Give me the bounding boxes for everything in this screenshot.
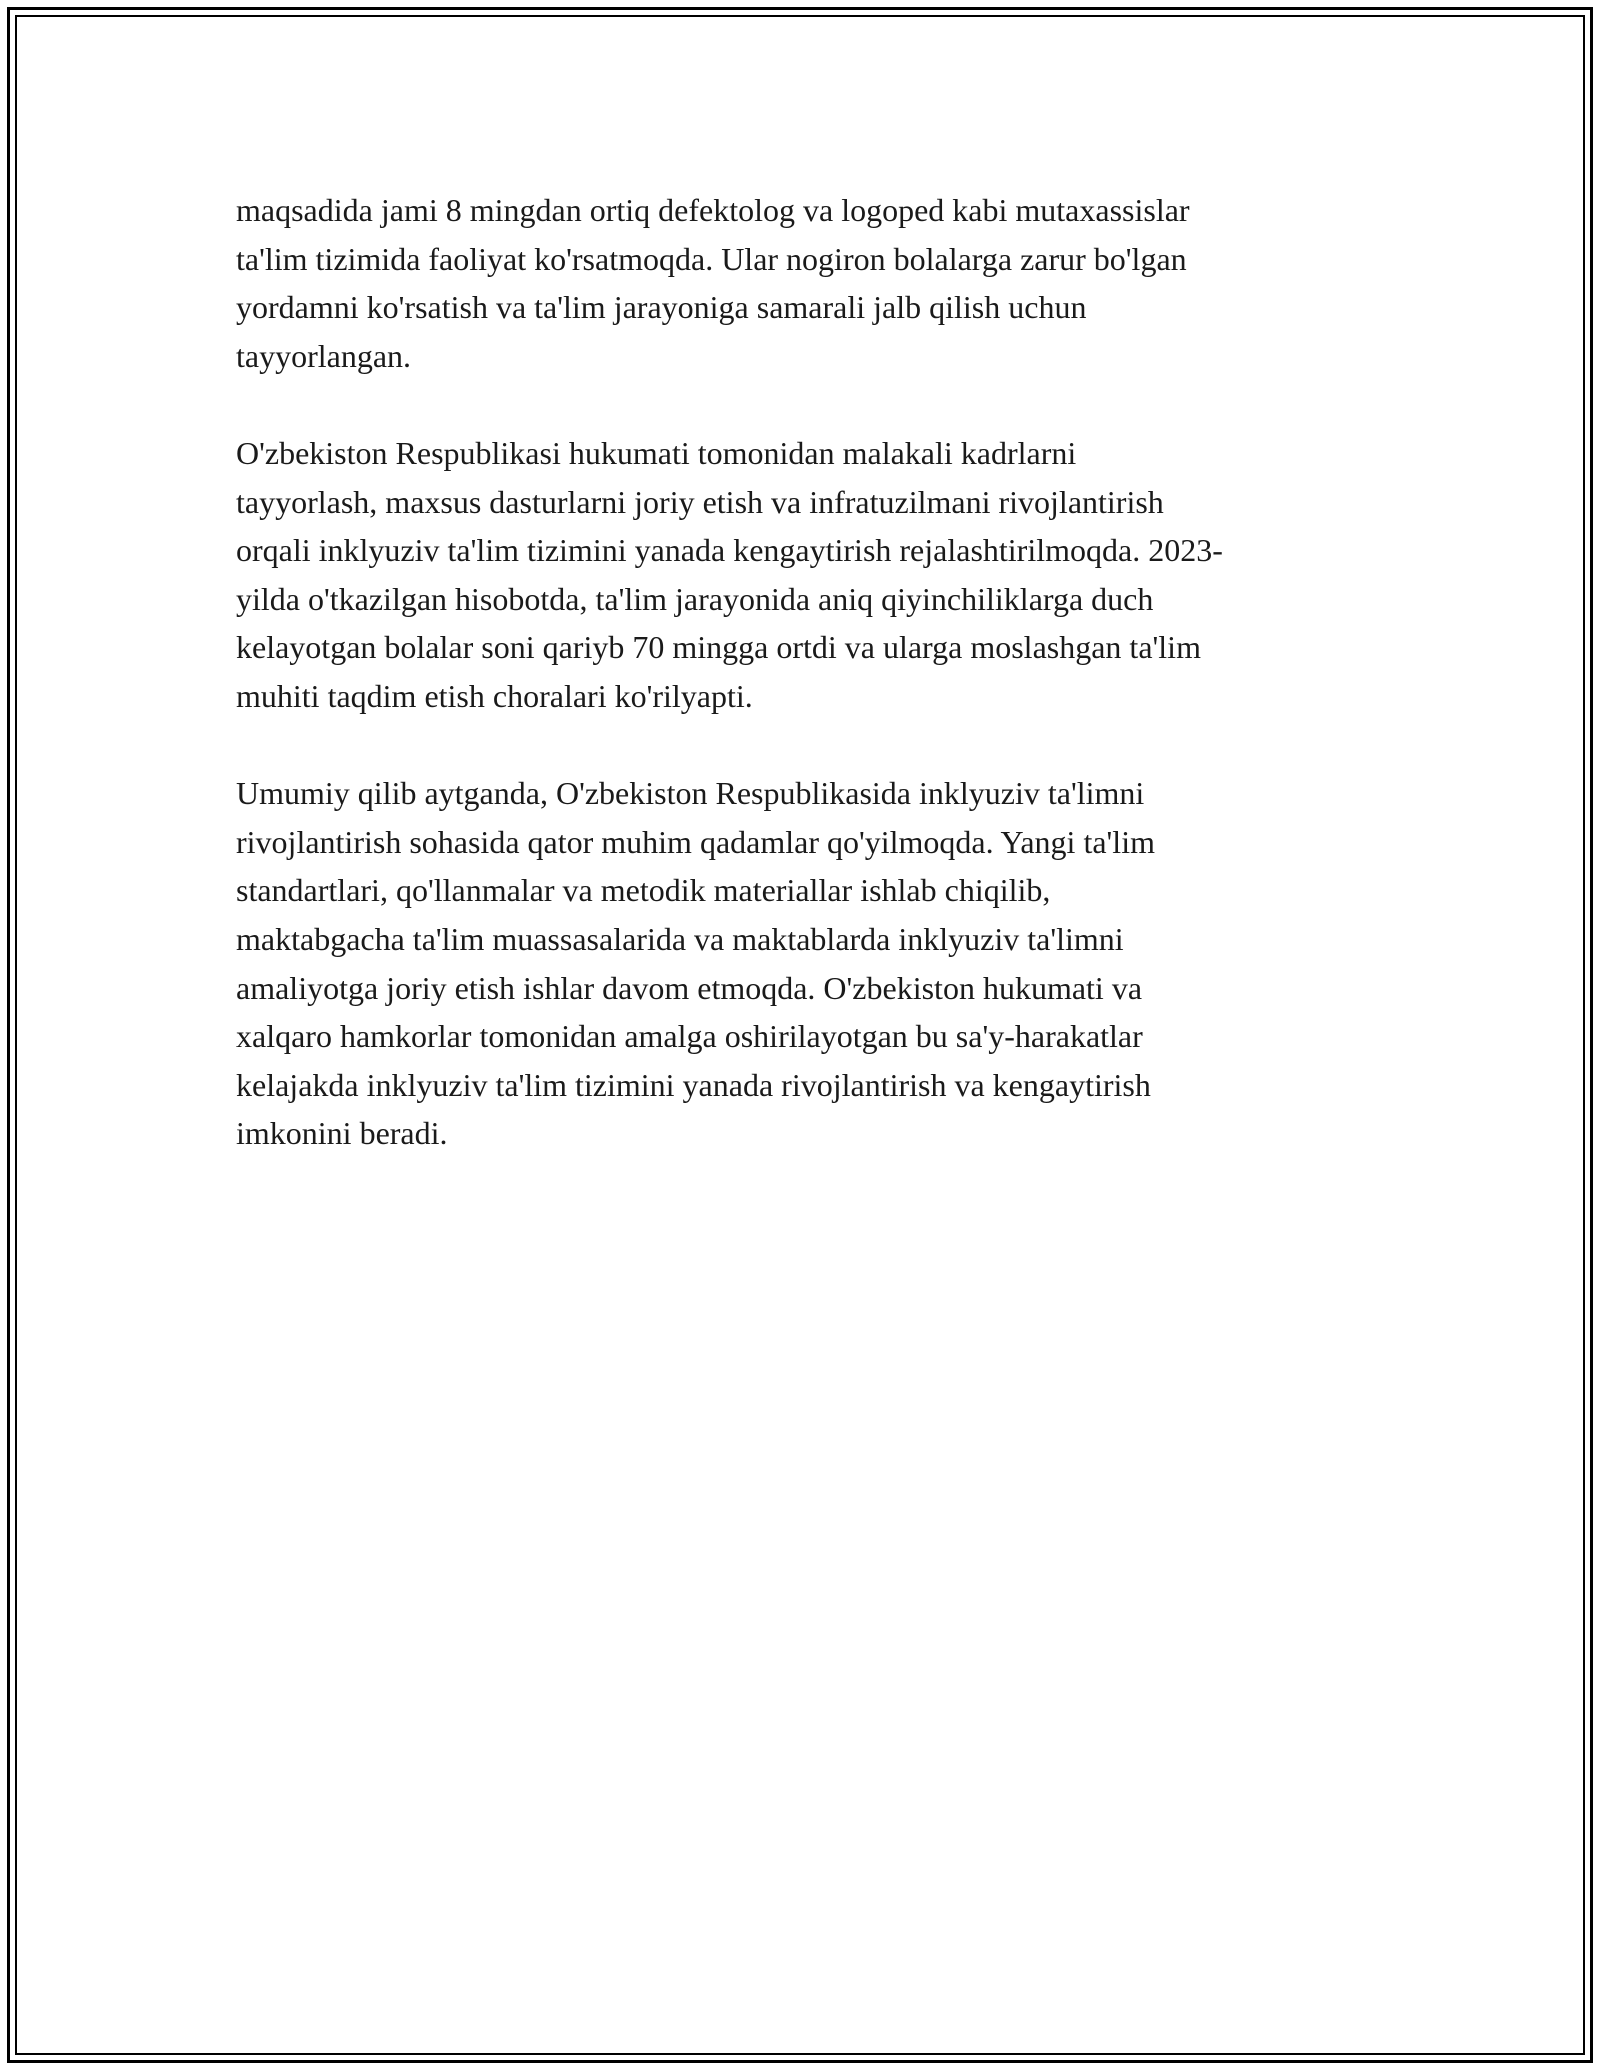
- text-line: yilda o'tkazilgan hisobotda, ta'lim jarayonida aniq qiyinchiliklarga duch: [236, 580, 1154, 617]
- text-line: ta'lim tizimida faoliyat ko'rsatmoqda. Ular nogiron bolalarga zarur bo'lgan: [236, 240, 1187, 277]
- paragraph-2: [236, 429, 1376, 721]
- text-line: O'zbekiston Respublikasi hukumati tomonidan malakali kadrlarni: [236, 434, 1077, 471]
- text-line: tayyorlash, maxsus dasturlarni joriy etish va infratuzilmani rivojlantirish: [236, 483, 1164, 520]
- text-line: tayyorlangan.: [236, 337, 412, 374]
- text-line: Umumiy qilib aytganda, O'zbekiston Respublikasida inklyuziv ta'limni: [236, 775, 1145, 812]
- paragraph-3: [236, 769, 1376, 1158]
- text-line: standartlari, qo'llanmalar va metodik materiallar ishlab chiqilib,: [236, 872, 1051, 909]
- text-line: imkonini beradi.: [236, 1115, 448, 1152]
- text-line: kelajakda inklyuziv ta'lim tizimini yanada rivojlantirish va kengaytirish: [236, 1066, 1151, 1103]
- text-line: yordamni ko'rsatish va ta'lim jarayoniga samarali jalb qilish uchun: [236, 289, 1087, 326]
- text-line: kelayotgan bolalar soni qariyb 70 mingga ortdi va ularga moslashgan ta'lim: [236, 629, 1201, 666]
- document-body: [236, 186, 1376, 1206]
- text-line: maqsadida jami 8 mingdan ortiq defektolog va logoped kabi mutaxassislar: [236, 192, 1190, 228]
- text-line: rivojlantirish sohasida qator muhim qadamlar qo'yilmoqda. Yangi ta'lim: [236, 823, 1155, 860]
- text-line: amaliyotga joriy etish ishlar davom etmoqda. O'zbekiston hukumati va: [236, 969, 1143, 1006]
- text-line: muhiti taqdim etish choralari ko'rilyapti.: [236, 677, 753, 714]
- paragraph-1: [236, 186, 1376, 380]
- text-line: maktabgacha ta'lim muassasalarida va maktablarda inklyuziv ta'limni: [236, 920, 1124, 957]
- text-line: xalqaro hamkorlar tomonidan amalga oshirilayotgan bu sa'y-harakatlar: [236, 1018, 1143, 1055]
- text-line: orqali inklyuziv ta'lim tizimini yanada kengaytirish rejalashtirilmoqda. 2023-: [236, 532, 1223, 569]
